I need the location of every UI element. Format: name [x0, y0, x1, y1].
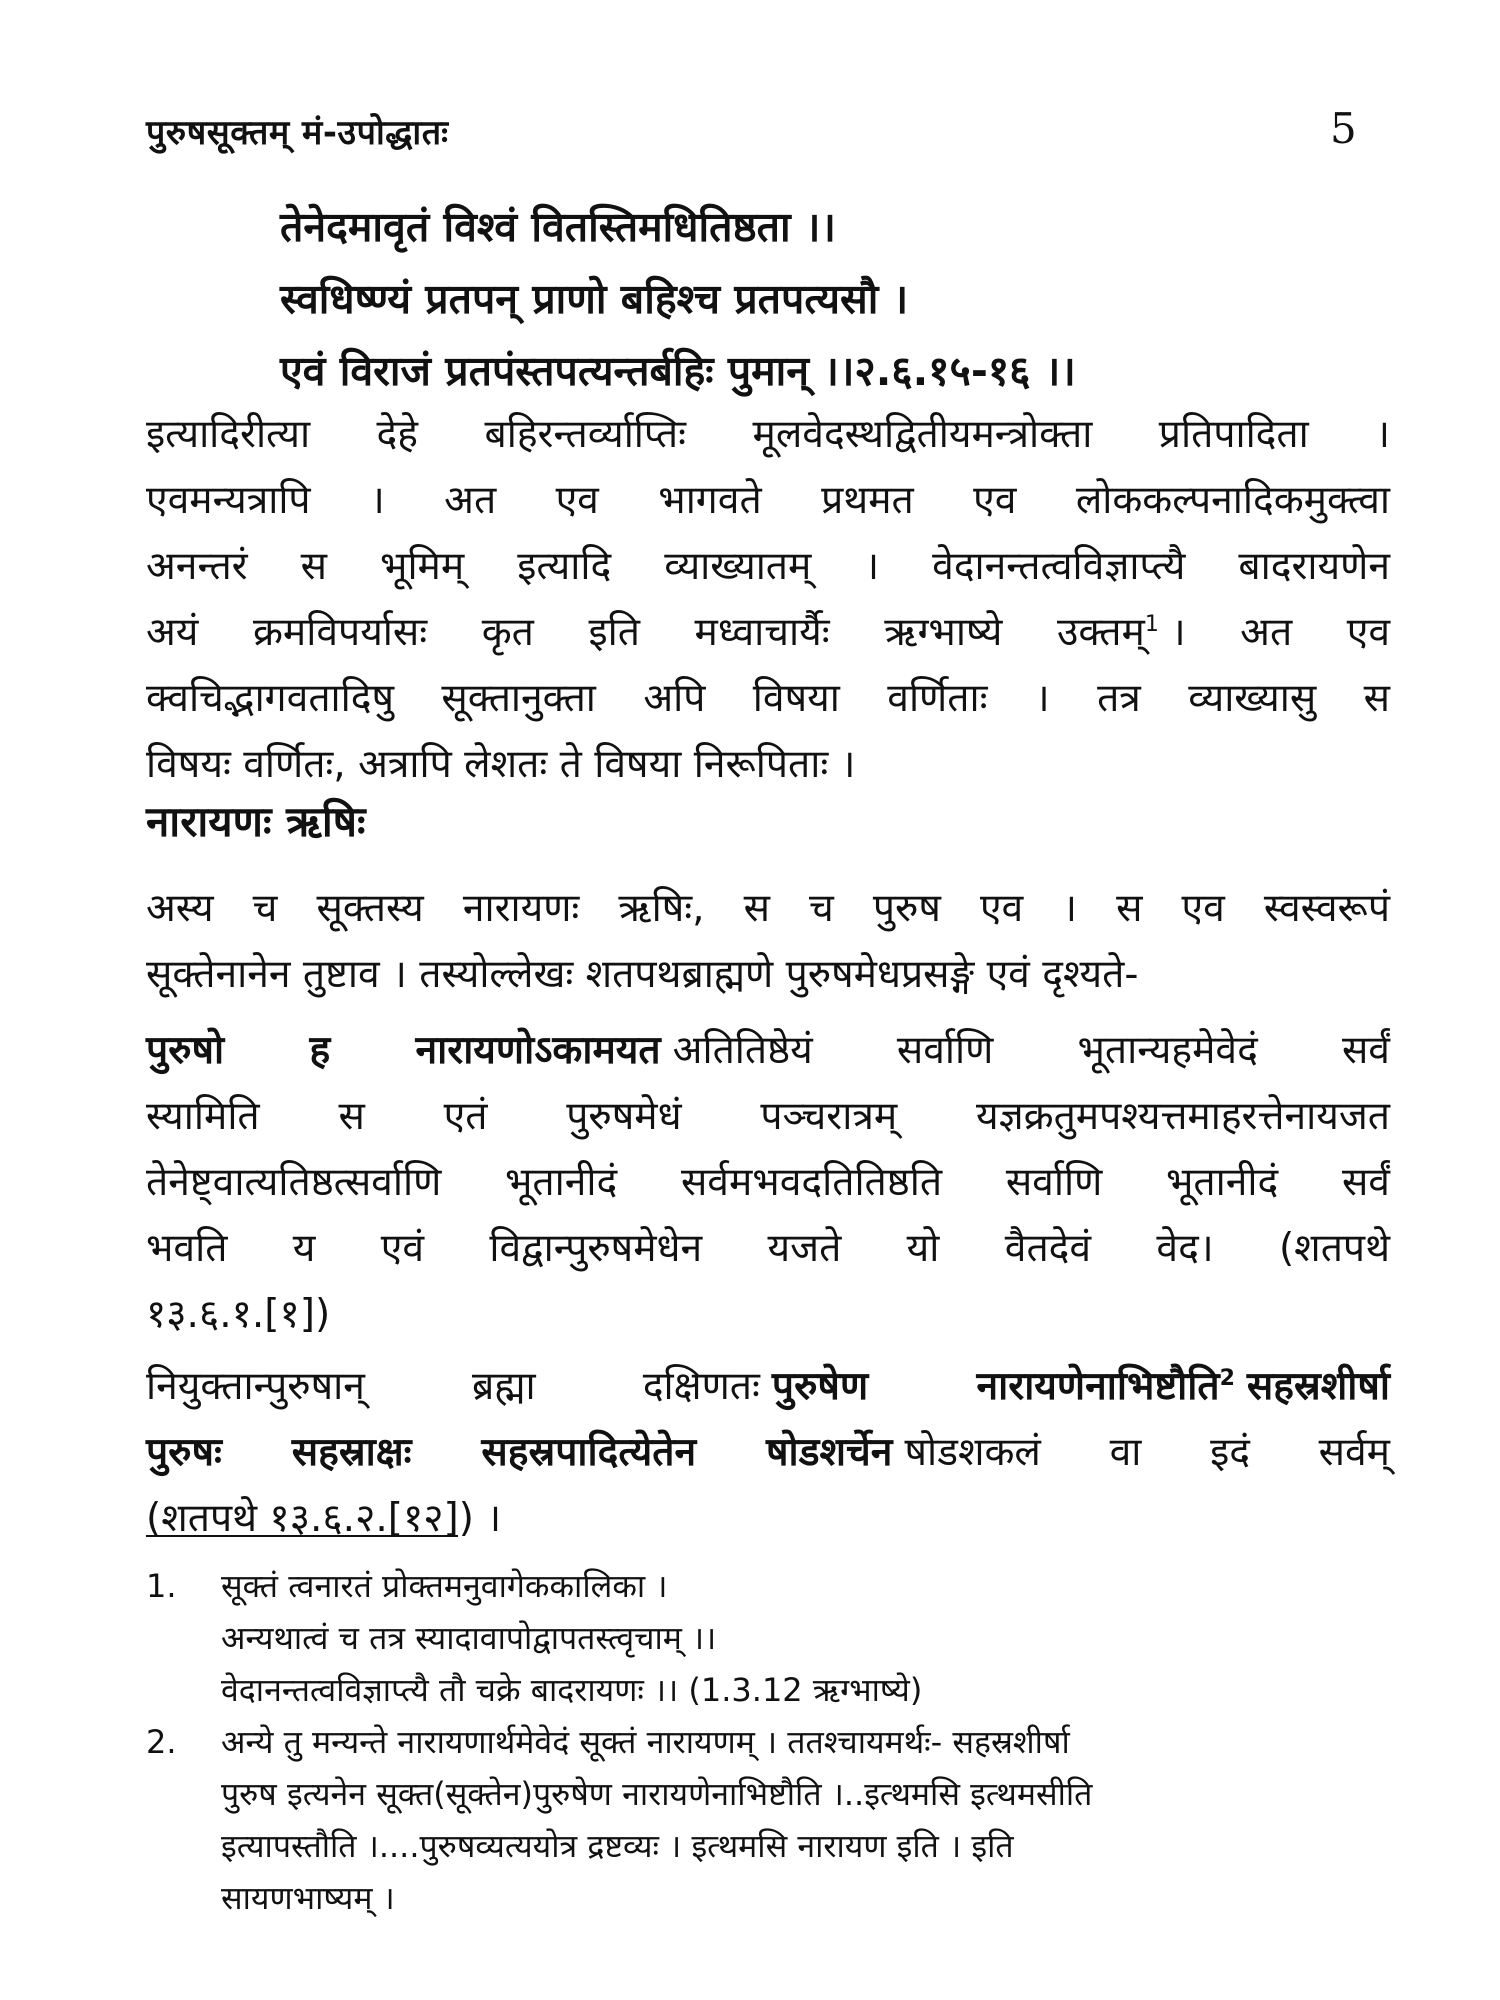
bold-phrase: सहस्रशीर्षा: [1246, 1364, 1390, 1409]
verse-line: तेनेदमावृतं विश्वं वितस्तिमधितिष्ठता ।।: [280, 203, 836, 251]
footnote-line: सायणभाष्यम् ।: [221, 1879, 395, 1917]
footnote-number: 1.: [146, 1567, 177, 1605]
footnote-line: अन्यथात्वं च तत्र स्यादावापोद्वापतस्त्वृचाम् ।।: [221, 1619, 717, 1657]
text-line: भवति य एवं विद्वान्पुरुषमेधेन यजते यो वैतदेवं वेद। (शतपथे: [146, 1226, 1390, 1271]
text-line: तेनेष्ट्वात्यतिष्ठत्सर्वाणि भूतानीदं सर्वमभवदतितिष्ठति सर्वाणि भूतानीदं सर्वं: [146, 1160, 1390, 1205]
footnote-divider: [146, 1535, 458, 1537]
text-line: अस्य च सूक्तस्य नारायणः ऋषिः, स च पुरुष एव । स एव स्वस्वरूपं: [146, 886, 1390, 931]
text-line: इत्यादिरीत्या देहे बहिरन्तर्व्याप्तिः मूलवेदस्थद्वितीयमन्त्रोक्ता प्रतिपादिता ।: [146, 412, 1390, 457]
text-line: अनन्तरं स भूमिम् इत्यादि व्याख्यातम् । वेदानन्तत्वविज्ञाप्त्यै बादरायणेन: [146, 544, 1390, 589]
text-segment: अयं क्रमविपर्यासः कृत इति मध्वाचार्यैः ऋग्भाष्ये उक्तम्: [146, 610, 1145, 655]
footnote-line: सूक्तं त्वनारतं प्रोक्तमनुवागेककालिका ।: [221, 1567, 668, 1605]
footnote-line: इत्यापस्तौति ।....पुरुषव्यत्ययोत्र द्रष्टव्यः । इत्थमसि नारायण इति । इति: [221, 1827, 1014, 1865]
text-line: [146, 1018, 1390, 1084]
paragraph-intro: [146, 402, 1390, 798]
bold-phrase: पुरुषेण नारायणेनाभिष्टौति: [771, 1364, 1220, 1409]
footnote-number: 2.: [146, 1723, 177, 1761]
footnote-line: पुरुष इत्यनेन सूक्त(सूक्तेन)पुरुषेण नारायणेनाभिष्टौति ।..इत्थमसि इत्थमसीति: [221, 1775, 1093, 1813]
running-head: पुरुषसूक्तम् मं-उपोद्धातः: [146, 113, 449, 153]
bold-phrase: पुरुषः सहस्राक्षः सहस्रपादित्येतेन षोडशर्चेन: [146, 1430, 893, 1475]
text-line: एवमन्यत्रापि । अत एव भागवते प्रथमत एव लोककल्पनादिकमुक्त्वा: [146, 478, 1390, 523]
text-line: [146, 600, 1390, 666]
page-number: 5: [1330, 104, 1357, 153]
footnote-1: [146, 1560, 1390, 1716]
text-segment: षोडशकलं वा इदं सर्वम्: [904, 1430, 1390, 1475]
bold-phrase: पुरुषो ह नारायणोऽकामयत: [146, 1028, 661, 1073]
paragraph-rishi: [146, 876, 1390, 1008]
text-line: १३.६.१.[१]): [146, 1292, 331, 1337]
text-line: [146, 1354, 1390, 1420]
footnote-ref: 1: [1144, 612, 1159, 637]
text-segment: । अत एव: [1170, 610, 1390, 655]
section-heading: नारायणः ऋषिः: [146, 797, 366, 846]
text-line: विषयः वर्णितः, अत्रापि लेशतः ते विषया निरूपिताः ।: [146, 742, 856, 787]
footnote-2: [146, 1716, 1390, 1924]
footnotes: [146, 1560, 1390, 1924]
text-segment: अतितिष्ठेयं सर्वाणि भूतान्यहमेवेदं सर्वं: [672, 1028, 1390, 1073]
text-line: स्यामिति स एतं पुरुषमेधं पञ्चरात्रम् यज्ञक्रतुमपश्यत्तमाहरत्तेनायजत: [146, 1094, 1390, 1139]
verse-line: एवं विराजं प्रतपंस्तपत्यन्तर्बहिः पुमान् ।।२.६.१५-१६ ।।: [280, 347, 1076, 395]
shatapatha-quote: [146, 1018, 1390, 1348]
text-line: [146, 1420, 1390, 1486]
verse-line: स्वधिष्ण्यं प्रतपन् प्राणो बहिश्च प्रतपत्यसौ ।: [280, 275, 909, 323]
paragraph-niyuktan: [146, 1354, 1390, 1552]
text-segment: नियुक्तान्पुरुषान् ब्रह्मा दक्षिणतः: [146, 1364, 760, 1409]
footnote-ref: 2: [1219, 1366, 1235, 1391]
footnote-line: वेदानन्तत्वविज्ञाप्त्यै तौ चक्रे बादरायणः ।। (1.3.12 ऋग्भाष्ये): [221, 1671, 923, 1709]
text-line: सूक्तेनानेन तुष्टाव । तस्योल्लेखः शतपथब्राह्मणे पुरुषमेधप्रसङ्गे एवं दृश्यते-: [146, 952, 1139, 997]
text-line: क्वचिद्भागवतादिषु सूक्तानुक्ता अपि विषया वर्णिताः । तत्र व्याख्यासु स: [146, 676, 1390, 721]
footnote-line: अन्ये तु मन्यन्ते नारायणार्थमेवेदं सूक्तं नारायणम् । ततश्चायमर्थः- सहस्रशीर्षा: [221, 1723, 1070, 1761]
text-line: (शतपथे १३.६.२.[१२]) ।: [146, 1496, 502, 1541]
